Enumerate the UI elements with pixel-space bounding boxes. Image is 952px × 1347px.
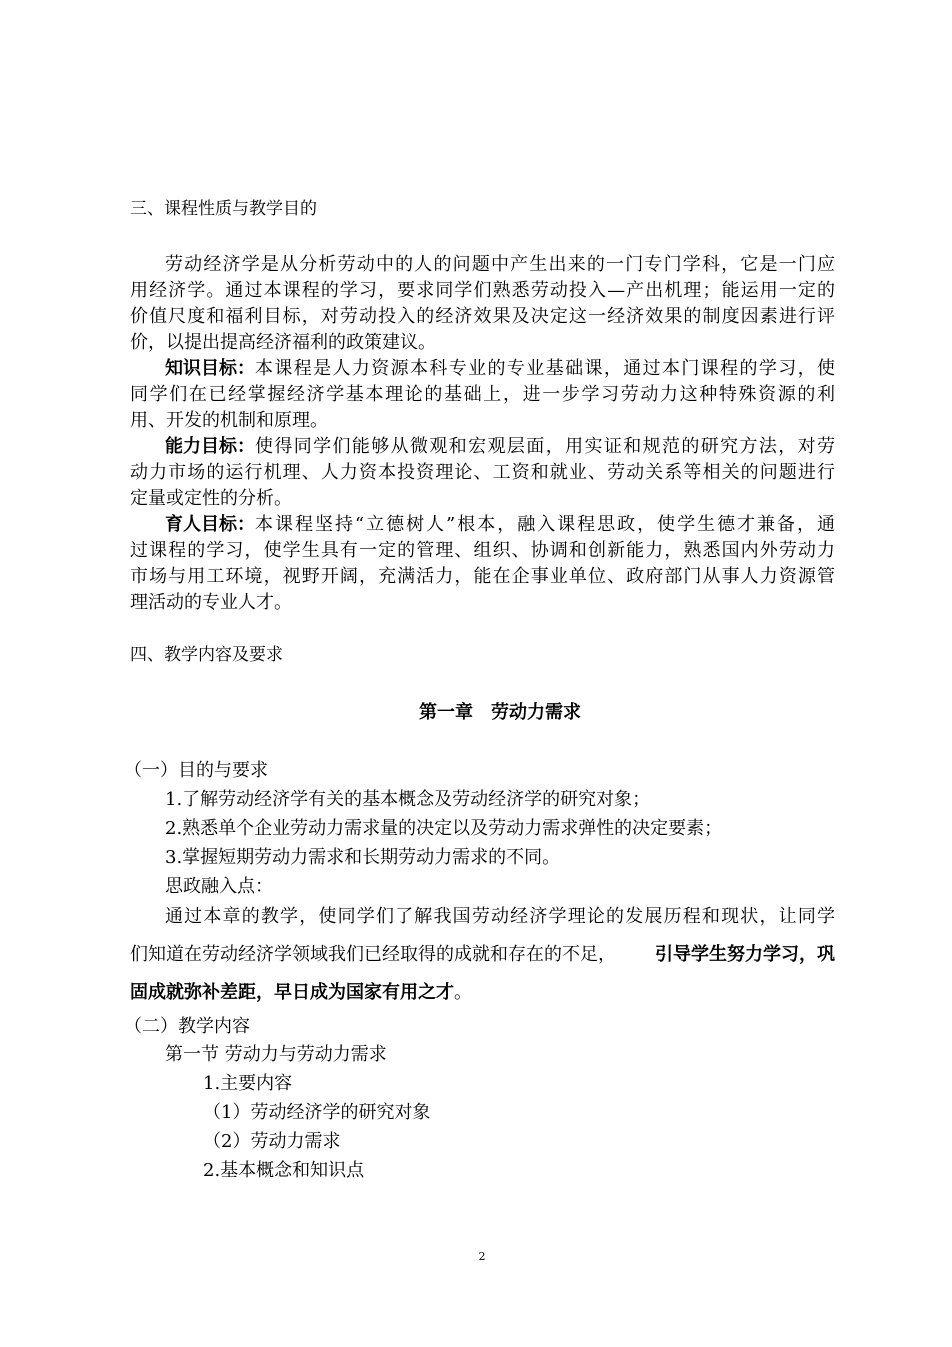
ideology-line-1: 通过本章的教学，使同学们了解我国劳动经济学理论的发展历程和现状，让同学 [165, 906, 835, 927]
knowledge-goal-line-1 [165, 356, 835, 382]
ideology-label: 思政融入点： [165, 876, 273, 897]
ability-goal-label: 能力目标： [165, 436, 255, 457]
content-section-title: 第一节 劳动力与劳动力需求 [165, 1044, 387, 1065]
ability-goal-line-2: 动力市场的运行机理、人力资本投资理论、工资和就业、劳动关系等相关的问题进行 [130, 462, 835, 483]
ideology-line-2 [130, 942, 835, 968]
chapter-title: 第一章 劳动力需求 [419, 702, 581, 723]
objective-item-1: 1.了解劳动经济学有关的基本概念及劳动经济学的研究对象； [165, 789, 651, 810]
section-3-heading: 三、课程性质与教学目的 [130, 199, 317, 219]
education-goal-label: 育人目标： [165, 514, 255, 535]
ideology-line-3 [130, 980, 472, 1006]
objective-item-2: 2.熟悉单个企业劳动力需求量的决定以及劳动力需求弹性的决定要素； [165, 818, 723, 839]
objectives-heading: （一）目的与要求 [124, 760, 268, 781]
ability-goal-line-3: 定量或定性的分析。 [130, 488, 292, 509]
intro-line-1: 劳动经济学是从分析劳动中的人的问题中产生出来的一门专门学科，它是一门应 [165, 254, 835, 275]
education-goal-text: 本课程坚持“立德树人”根本，融入课程思政，使学生德才兼备，通 [255, 514, 835, 535]
knowledge-goal-label: 知识目标： [165, 358, 255, 379]
intro-line-3: 价值尺度和福利目标，对劳动投入的经济效果及决定这一经济效果的制度因素进行评 [130, 306, 835, 327]
objective-item-3: 3.掌握短期劳动力需求和长期劳动力需求的不同。 [165, 847, 561, 868]
education-goal-line-4: 理活动的专业人才。 [130, 592, 292, 613]
knowledge-goal-line-3: 用、开发的机制和原理。 [130, 410, 328, 431]
page-number: 2 [478, 1250, 486, 1263]
main-content-label: 1.主要内容 [203, 1073, 293, 1094]
knowledge-goal-line-2: 同学们在已经掌握经济学基本理论的基础上，进一步学习劳动力这种特殊资源的利 [130, 384, 835, 405]
ideology-line-3-end: 。 [454, 982, 472, 1003]
education-goal-line-3: 市场与用工环境，视野开阔，充满活力，能在企事业单位、政府部门从事人力资源管 [130, 566, 835, 587]
ideology-line-2-emphasis: 引导学生努力学习，巩 [655, 944, 835, 965]
content-item-2: （2）劳动力需求 [203, 1131, 341, 1152]
content-item-1: （1）劳动经济学的研究对象 [203, 1102, 431, 1123]
ability-goal-line-1 [165, 434, 835, 460]
ideology-line-2-text: 们知道在劳动经济学领域我们已经取得的成就和存在的不足， [130, 944, 616, 965]
content-heading: （二）教学内容 [124, 1016, 250, 1037]
education-goal-line-2: 过课程的学习，使学生具有一定的管理、组织、协调和创新能力，熟悉国内外劳动力 [130, 540, 835, 561]
concepts-label: 2.基本概念和知识点 [203, 1160, 365, 1181]
intro-line-2: 用经济学。通过本课程的学习，要求同学们熟悉劳动投入—产出机理；能运用一定的 [130, 280, 835, 301]
education-goal-line-1 [165, 512, 835, 538]
section-4-heading: 四、教学内容及要求 [130, 645, 283, 665]
ideology-line-3-emphasis: 固成就弥补差距，早日成为国家有用之才 [130, 982, 454, 1003]
knowledge-goal-text: 本课程是人力资源本科专业的专业基础课，通过本门课程的学习，使 [255, 358, 835, 379]
ability-goal-text: 使得同学们能够从微观和宏观层面，用实证和规范的研究方法，对劳 [255, 436, 835, 457]
intro-line-4: 价，以提出提高经济福利的政策建议。 [130, 332, 436, 353]
